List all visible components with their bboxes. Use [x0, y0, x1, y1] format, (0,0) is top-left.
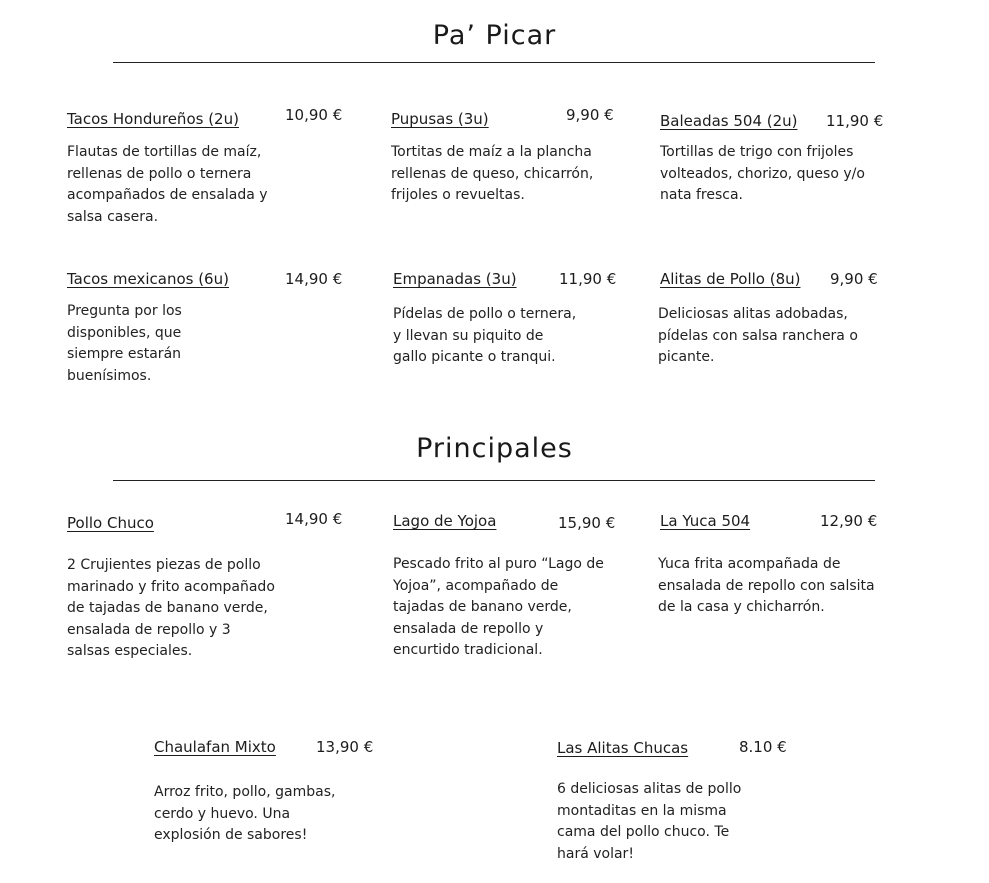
item-price: 9,90 € [830, 270, 878, 288]
item-name: Chaulafan Mixto [154, 738, 276, 756]
item-price: 15,90 € [558, 514, 616, 532]
item-price: 11,90 € [559, 270, 617, 288]
menu-item-chaulafan-mixto [154, 738, 414, 847]
menu-item-pupusas [391, 106, 641, 207]
item-name: Baleadas 504 (2u) [660, 112, 798, 130]
item-name: Tacos mexicanos (6u) [67, 270, 229, 288]
section-divider [113, 62, 875, 63]
item-description: 2 Crujientes piezas de pollo marinado y frito acompañado de tajadas de banano verde, ensalada de repollo y 3 salsas especiales. [67, 557, 275, 659]
menu-item-tacos-mexicanos [67, 270, 352, 387]
item-description: Pídelas de pollo o ternera, y llevan su piquito de gallo picante o tranqui. [393, 306, 577, 365]
item-name: Empanadas (3u) [393, 270, 517, 288]
section-divider [113, 480, 875, 481]
item-name: La Yuca 504 [660, 512, 751, 530]
item-price: 14,90 € [285, 510, 343, 528]
item-price: 9,90 € [566, 106, 614, 124]
item-price: 10,90 € [285, 106, 343, 124]
item-price: 13,90 € [316, 738, 374, 756]
item-price: 11,90 € [826, 112, 884, 130]
item-description: Flautas de tortillas de maíz, rellenas de pollo o ternera acompañados de ensalada y salsa casera. [67, 144, 268, 225]
menu-item-empanadas [393, 270, 643, 369]
menu-item-baleadas [660, 112, 980, 207]
item-name: Las Alitas Chucas [557, 739, 689, 757]
item-name: Lago de Yojoa [393, 512, 497, 530]
item-name: Alitas de Pollo (8u) [660, 270, 801, 288]
item-description: Tortillas de trigo con frijoles volteados, chorizo, queso y/o nata fresca. [660, 144, 865, 203]
menu-item-lago-de-yojoa [393, 512, 653, 662]
menu-item-las-alitas-chucas [557, 739, 837, 865]
section-title-principales: Principales [416, 433, 573, 464]
menu-item-pollo-chuco [67, 510, 367, 663]
item-price: 14,90 € [285, 270, 343, 288]
item-description: Deliciosas alitas adobadas, pídelas con salsa ranchera o picante. [658, 306, 858, 365]
item-description: Tortitas de maíz a la plancha rellenas de queso, chicarrón, frijoles o revueltas. [391, 144, 594, 203]
menu-item-la-yuca-504 [658, 512, 978, 619]
item-description: Pescado frito al puro “Lago de Yojoa”, acompañado de tajadas de banano verde, ensalada de repollo y encurtido tradicional. [393, 556, 604, 658]
section-title-pa-picar: Pa’ Picar [432, 20, 557, 51]
item-description: 6 deliciosas alitas de pollo montaditas en la misma cama del pollo chuco. Te hará volar! [557, 781, 742, 862]
item-name: Pollo Chuco [67, 514, 154, 532]
item-description: Yuca frita acompañada de ensalada de repollo con salsita de la casa y chicharrón. [658, 556, 875, 615]
item-price: 12,90 € [820, 512, 878, 530]
item-price: 8.10 € [739, 738, 787, 756]
menu-item-tacos-hondurenos [67, 106, 352, 228]
item-description: Pregunta por los disponibles, que siempre estarán buenísimos. [67, 303, 182, 384]
item-description: Arroz frito, pollo, gambas, cerdo y huevo. Una explosión de sabores! [154, 784, 336, 843]
menu-item-alitas-de-pollo [658, 270, 978, 369]
item-name: Tacos Hondureños (2u) [67, 110, 239, 128]
item-name: Pupusas (3u) [391, 110, 489, 128]
